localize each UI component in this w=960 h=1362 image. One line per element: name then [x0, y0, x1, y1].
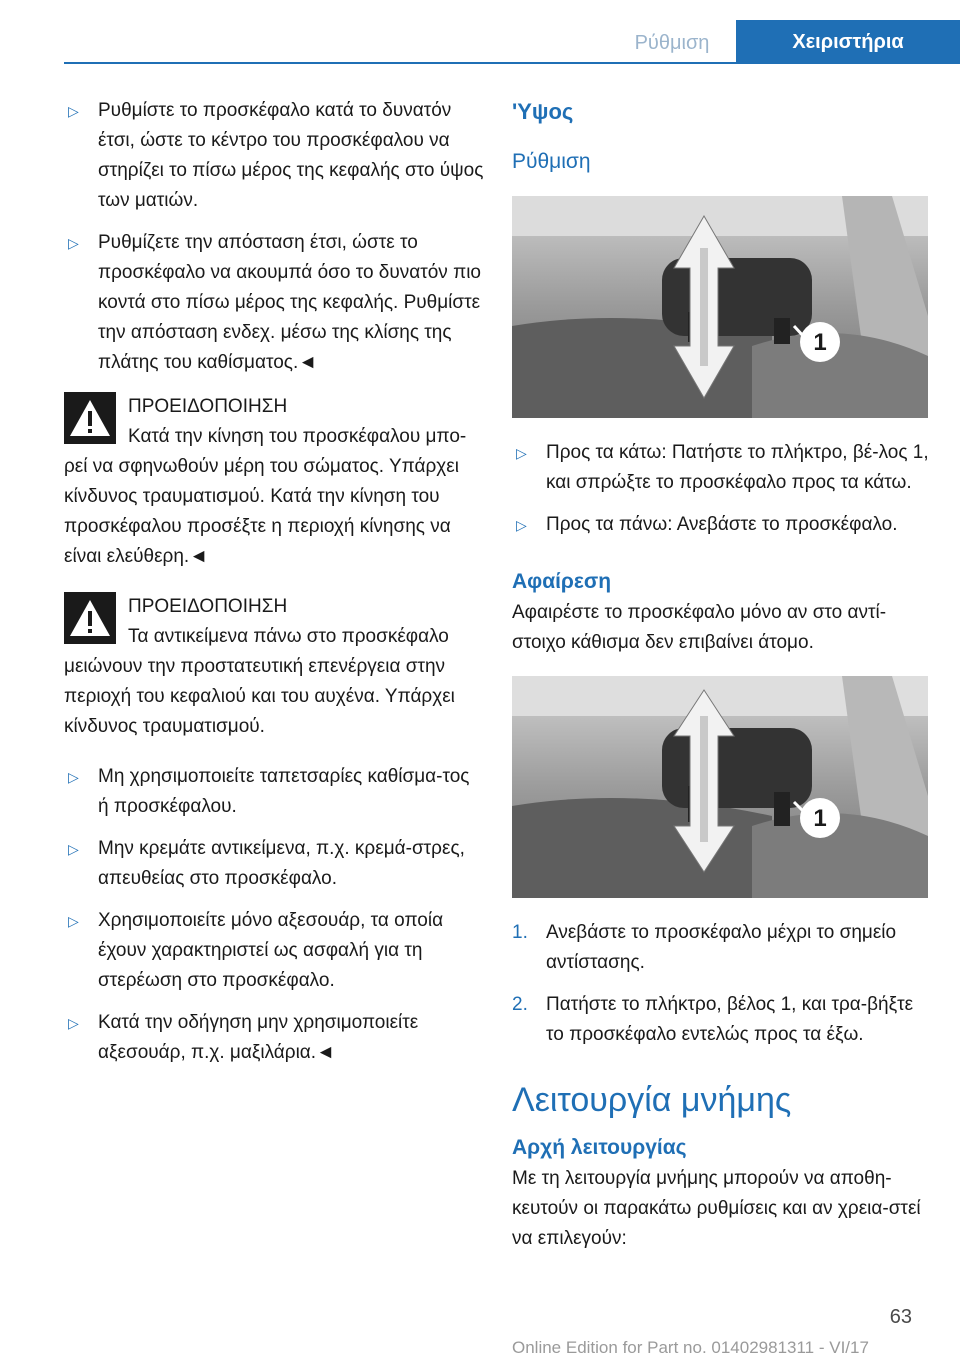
- removal-text: Αφαιρέστε το προσκέφαλο μόνο αν στο αντί-στοιχο κάθισμα δεν επιβαίνει άτομο.: [512, 602, 887, 653]
- warning-block-1: [64, 392, 484, 572]
- headrest-illustration: [512, 196, 928, 418]
- footer-edition: Online Edition for Part no. 01402981311 - VI/17: [512, 1338, 869, 1357]
- warning-title: ΠΡΟΕΙΔΟΠΟΙΗΣΗ: [128, 396, 288, 417]
- header-chapter-tab[interactable]: Χειριστήρια: [736, 20, 960, 64]
- list-item: ▷ Χρησιμοποιείτε μόνο αξεσουάρ, τα οποία έχουν χαρακτηριστεί ως ασφαλή για τη στερέωση στο προσκέφαλο.: [64, 906, 484, 996]
- headrest-bullets-a: [64, 96, 484, 378]
- list-item: ▷ Κατά την οδήγηση μην χρησιμοποιείτε αξεσουάρ, π.χ. μαξιλάρια.◄: [64, 1008, 484, 1068]
- warning-block-2: [64, 592, 484, 742]
- warning-text: Τα αντικείμενα πάνω στο προσκέφαλο μειώνουν την προστατευτική επενέργεια στην περιοχή του κεφαλιού και του αυχένα. Υπάρχει κίνδυνος τραυματισμού.: [64, 626, 455, 737]
- headrest-bullets-b: [64, 762, 484, 1068]
- headrest-photo-remove: [512, 676, 928, 898]
- warning-triangle-icon: [64, 592, 116, 644]
- triangle-bullet-icon: ▷: [68, 913, 79, 929]
- headrest-removal-illustration: [512, 676, 928, 898]
- adjust-heading: Ρύθμιση: [512, 150, 591, 173]
- removal-steps: [512, 918, 932, 1050]
- right-column: [512, 96, 932, 1254]
- removal-heading: Αφαίρεση: [512, 570, 612, 593]
- triangle-bullet-icon: ▷: [516, 517, 527, 533]
- triangle-bullet-icon: ▷: [516, 445, 527, 461]
- list-item: ▷ Προς τα κάτω: Πατήστε το πλήκτρο, βέ-λος 1, και σπρώξτε το προσκέφαλο προς τα κάτω.: [512, 438, 932, 498]
- triangle-bullet-icon: ▷: [68, 103, 79, 119]
- headrest-photo-lower: [512, 196, 928, 418]
- list-item: 2. Πατήστε το πλήκτρο, βέλος 1, και τρα-βήξτε το προσκέφαλο εντελώς προς τα έξω.: [512, 994, 914, 1045]
- adjust-bullets: [512, 438, 932, 540]
- triangle-bullet-icon: ▷: [68, 1015, 79, 1031]
- principle-heading: Αρχή λειτουργίας: [512, 1136, 687, 1159]
- warning-text: Κατά την κίνηση του προσκέφαλου μπο-ρεί να σφηνωθούν μέρη του σώματος. Υπάρχει κίνδυνος τραυματισμού. Κατά την κίνηση του προσκέφαλου προσέξτε η περιοχή κίνησης να είναι ελεύθερη.◄: [64, 426, 467, 567]
- list-item: 1. Ανεβάστε το προσκέφαλο μέχρι το σημείο αντίστασης.: [512, 922, 897, 973]
- list-item: ▷ Ρυθμίζετε την απόσταση έτσι, ώστε το προσκέφαλο να ακουμπά όσο το δυνατόν πιο κοντά στο πίσω μέρος της κεφαλής. Ρυθμίστε την απόσταση ενδεχ. μέσω της κλίσης της πλάτης του καθίσματος.◄: [64, 228, 484, 378]
- list-item: ▷ Ρυθμίστε το προσκέφαλο κατά το δυνατόν έτσι, ώστε το κέντρο του προσκέφαλου να στηρίζει το πίσω μέρος της κεφαλής στο ύψος των ματιών.: [64, 96, 484, 216]
- warning-triangle-icon: [64, 392, 116, 444]
- triangle-bullet-icon: ▷: [68, 235, 79, 251]
- arrow-label: 1: [813, 329, 827, 356]
- list-item: ▷ Προς τα πάνω: Ανεβάστε το προσκέφαλο.: [512, 510, 932, 540]
- triangle-bullet-icon: ▷: [68, 841, 79, 857]
- warning-title: ΠΡΟΕΙΔΟΠΟΙΗΣΗ: [128, 596, 288, 617]
- list-item: ▷ Μη χρησιμοποιείτε ταπετσαρίες καθίσμα-τος ή προσκέφαλου.: [64, 762, 484, 822]
- list-item: ▷ Μην κρεμάτε αντικείμενα, π.χ. κρεμά-στρες, απευθείας στο προσκέφαλο.: [64, 834, 484, 894]
- arrow-label: 1: [813, 805, 827, 832]
- header-rule: [64, 62, 960, 64]
- header-section-tab[interactable]: Ρύθμιση: [634, 32, 710, 54]
- memory-heading: Λειτουργία μνήμης: [512, 1081, 792, 1119]
- page-number: 63: [889, 1306, 912, 1328]
- height-heading: 'Υψος: [512, 99, 574, 124]
- triangle-bullet-icon: ▷: [68, 769, 79, 785]
- left-column: [64, 96, 484, 1080]
- principle-text: Με τη λειτουργία μνήμης μπορούν να αποθη-κευτούν οι παρακάτω ρυθμίσεις και αν χρεια-στεί να επιλεγούν:: [512, 1168, 921, 1249]
